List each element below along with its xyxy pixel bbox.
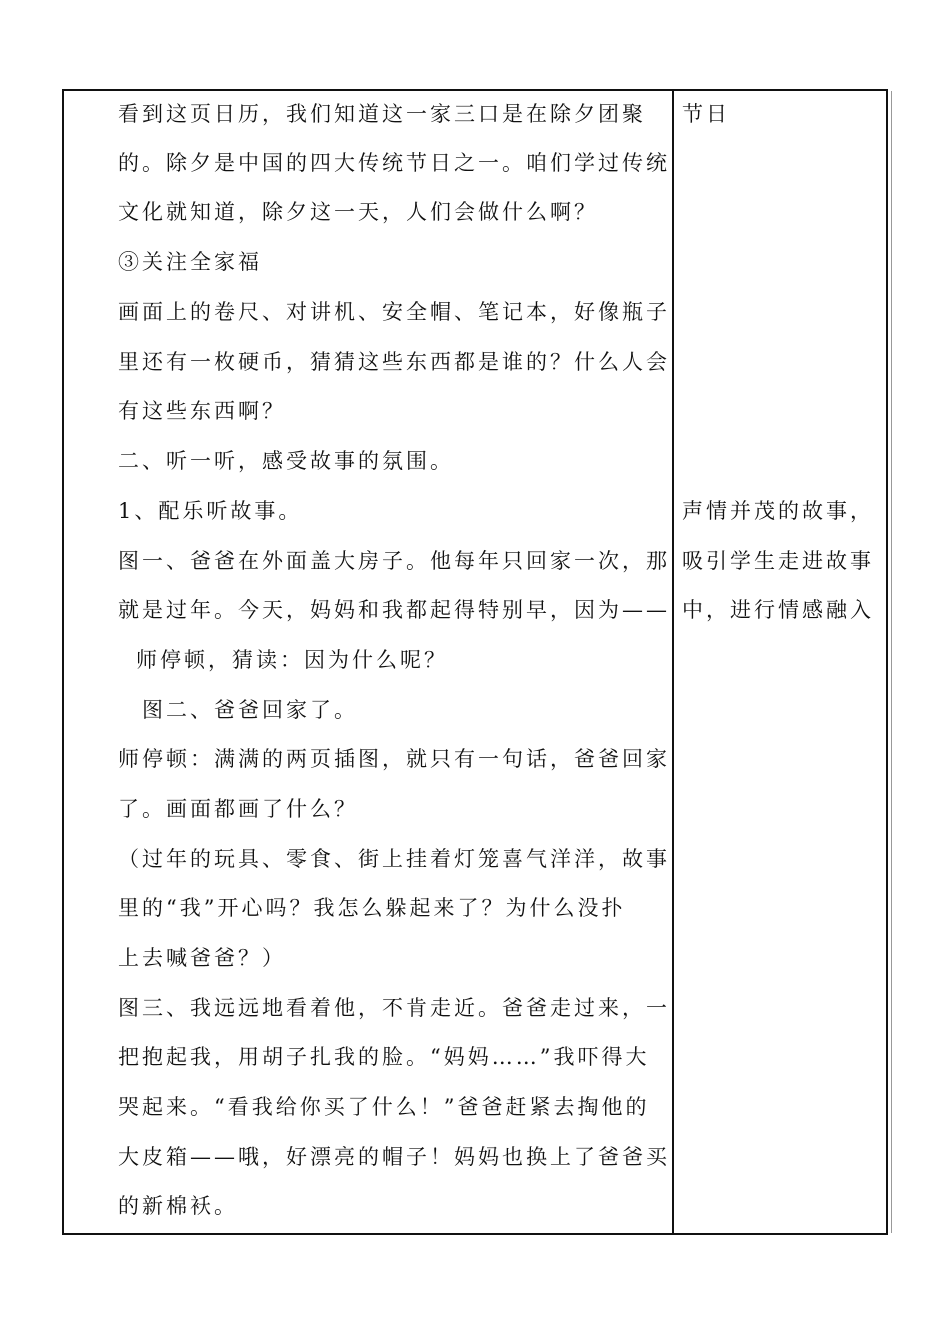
text-line: 看到这页日历，我们知道这一家三口是在除夕团聚 <box>118 102 646 126</box>
text-line: ③关注全家福 <box>118 250 262 274</box>
column-divider <box>672 91 674 1233</box>
text-line: 有这些东西啊？ <box>118 399 286 423</box>
text-line: 的新棉袄。 <box>118 1194 238 1218</box>
text-line: 的。除夕是中国的四大传统节日之一。咱们学过传统 <box>118 151 670 175</box>
side-text-line: 声情并茂的故事， <box>682 499 874 523</box>
subsection-heading: 1、配乐听故事。 <box>118 499 303 523</box>
text-line: 里还有一枚硬币，猜猜这些东西都是谁的？什么人会 <box>118 350 670 374</box>
text-line: 画面上的卷尺、对讲机、安全帽、笔记本，好像瓶子 <box>118 300 670 324</box>
table-edge-shadow <box>890 91 892 1233</box>
lesson-plan-table <box>62 89 888 1235</box>
text-line: 里的“我”开心吗？我怎么躲起来了？为什么没扑 <box>118 896 626 920</box>
text-line: 哭起来。“看我给你买了什么！”爸爸赶紧去掏他的 <box>118 1095 650 1119</box>
side-text-line: 中，进行情感融入 <box>682 598 874 622</box>
text-line: 师停顿：满满的两页插图，就只有一句话，爸爸回家 <box>118 747 670 771</box>
text-line: 图二、爸爸回家了。 <box>142 698 358 722</box>
text-line: 了。画面都画了什么？ <box>118 797 358 821</box>
text-line: 大皮箱——哦，好漂亮的帽子！妈妈也换上了爸爸买 <box>118 1145 670 1169</box>
text-line: 图三、我远远地看着他，不肯走近。爸爸走过来，一 <box>118 996 670 1020</box>
text-line: 文化就知道，除夕这一天，人们会做什么啊？ <box>118 200 598 224</box>
text-line: 图一、爸爸在外面盖大房子。他每年只回家一次，那 <box>118 549 670 573</box>
text-line: （过年的玩具、零食、街上挂着灯笼喜气洋洋，故事 <box>118 847 670 871</box>
side-text-line: 节日 <box>682 102 730 126</box>
side-text-line: 吸引学生走进故事 <box>682 549 874 573</box>
text-line: 就是过年。今天，妈妈和我都起得特别早，因为—— <box>118 598 670 622</box>
text-line: 上去喊爸爸？） <box>118 946 286 970</box>
text-line: 师停顿，猜读：因为什么呢？ <box>136 648 448 672</box>
text-line: 把抱起我，用胡子扎我的脸。“妈妈……”我吓得大 <box>118 1045 650 1069</box>
section-heading: 二、听一听，感受故事的氛围。 <box>118 449 454 473</box>
